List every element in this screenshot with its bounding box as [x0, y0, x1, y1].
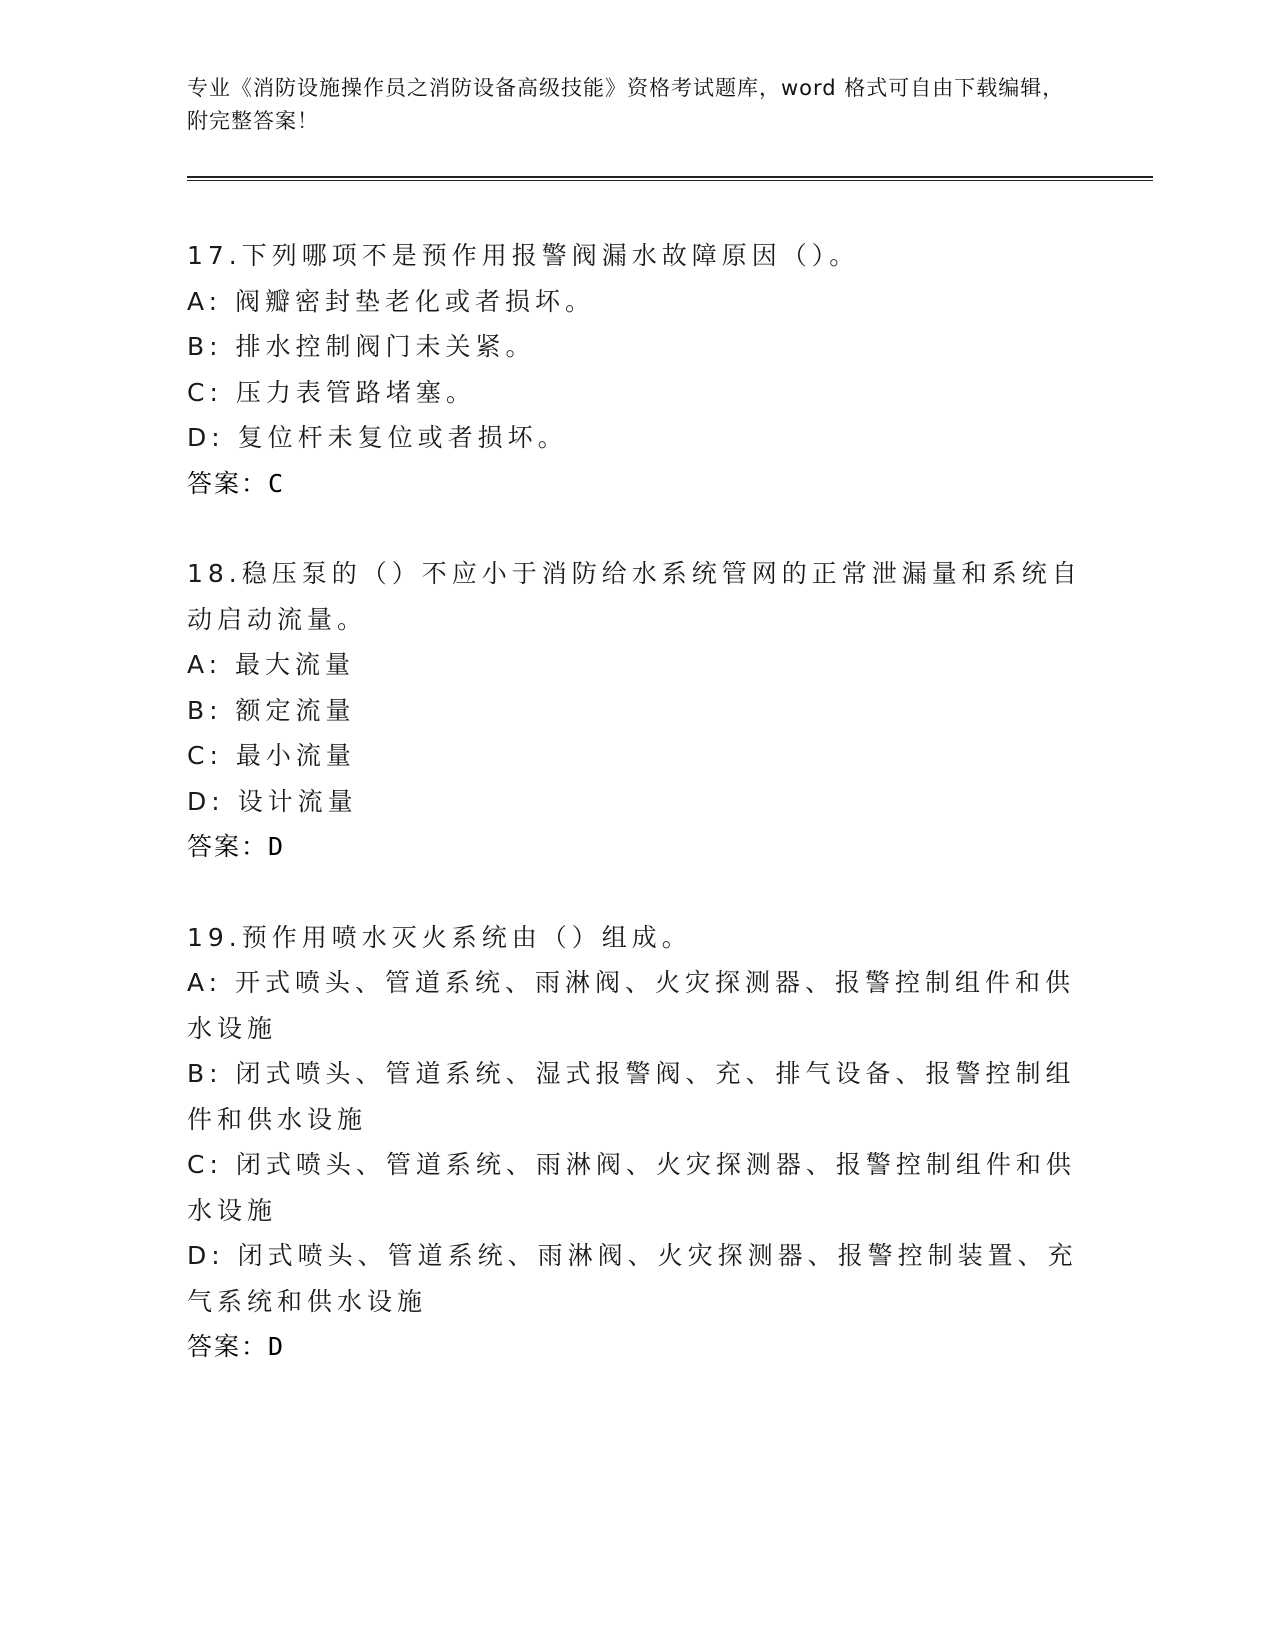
option-b: B: 排水控制阀门未关紧。	[187, 332, 536, 361]
option-d: D: 闭式喷头、管道系统、雨淋阀、火灾探测器、报警控制装置、充气系统和供水设施	[187, 1241, 1078, 1316]
option-a: A: 阀瓣密封垫老化或者损坏。	[187, 286, 596, 316]
option-d: D: 复位杆未复位或者损坏。	[187, 423, 568, 452]
answer-value: C	[268, 468, 284, 498]
answer-line	[187, 461, 1087, 507]
question-stem: 18.稳压泵的（）不应小于消防给水系统管网的正常泄漏量和系统自动启动流量。	[187, 559, 1082, 634]
answer-value: D	[268, 832, 284, 861]
answer-line	[187, 1324, 1087, 1370]
question-17	[187, 233, 1087, 506]
option-b: B: 闭式喷头、管道系统、湿式报警阀、充、排气设备、报警控制组件和供水设施	[187, 1059, 1076, 1134]
question-19	[187, 915, 1087, 1370]
answer-label: 答案：	[187, 468, 269, 498]
option-c: C: 闭式喷头、管道系统、雨淋阀、火灾探测器、报警控制组件和供水设施	[187, 1150, 1076, 1225]
question-18	[187, 551, 1087, 870]
option-d: D: 设计流量	[187, 786, 358, 816]
header-note: 专业《消防设施操作员之消防设备高级技能》资格考试题库，word 格式可自由下载编辑，附完整答案！	[187, 76, 1065, 133]
answer-label: 答案：	[187, 1332, 269, 1361]
question-stem: 17.下列哪项不是预作用报警阀漏水故障原因（）。	[187, 241, 860, 270]
option-a: A: 开式喷头、管道系统、雨淋阀、火灾探测器、报警控制组件和供水设施	[187, 968, 1076, 1043]
answer-value: D	[268, 1332, 284, 1361]
answer-line	[187, 824, 1087, 870]
question-stem: 19.预作用喷水灭火系统由（）组成。	[187, 922, 692, 952]
header-divider	[187, 176, 1153, 181]
question-list	[187, 233, 1087, 1415]
option-a: A: 最大流量	[187, 650, 356, 679]
option-b: B: 额定流量	[187, 695, 356, 725]
option-c: C: 压力表管路堵塞。	[187, 377, 476, 407]
answer-label: 答案：	[187, 832, 269, 861]
option-c: C: 最小流量	[187, 741, 356, 770]
